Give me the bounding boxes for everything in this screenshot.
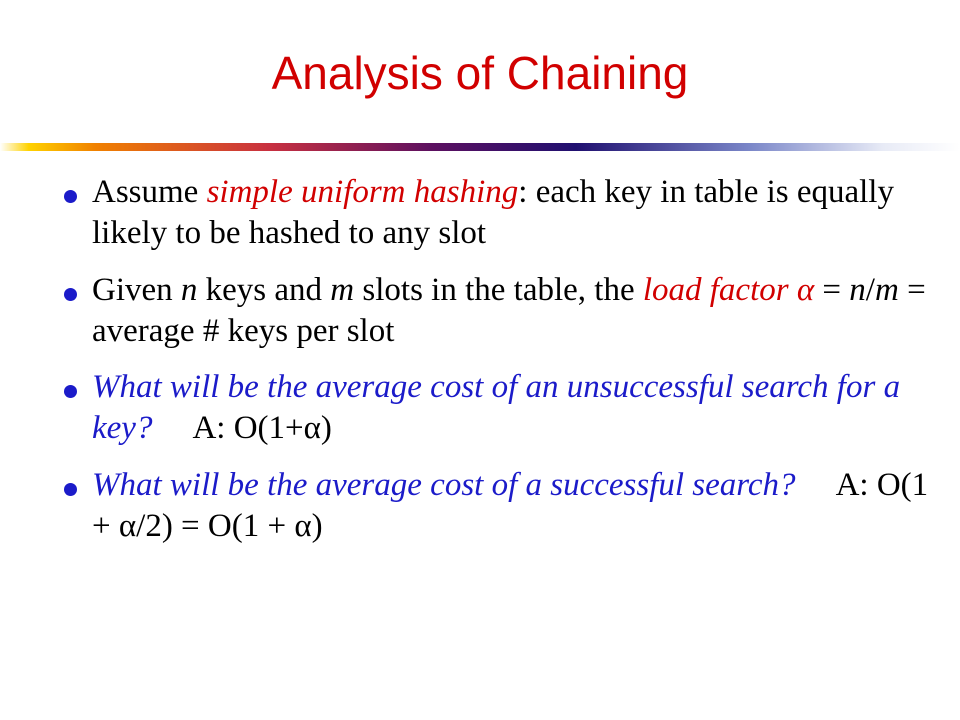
- answer-text: A: O(1 + α/2) = O(1 + α): [92, 466, 929, 544]
- question-text: What will be the average cost of an unsuccessful search for a key?: [92, 369, 901, 447]
- slide-title: Analysis of Chaining: [271, 47, 689, 99]
- alpha-symbol: α: [796, 271, 815, 308]
- bullet-text: = average # keys per slot: [92, 271, 926, 349]
- bullet-text: slots in the table, the: [354, 271, 643, 308]
- bullet-item: [58, 270, 938, 353]
- emphasis-term: simple uniform hashing: [206, 174, 519, 210]
- bullet-list: [58, 172, 938, 562]
- variable-n: n: [849, 271, 866, 308]
- bullet-item: [58, 465, 938, 548]
- bullet-text-prefix: Assume: [92, 174, 207, 210]
- answer-text: A: O(1+α): [192, 410, 332, 447]
- question-text: What will be the average cost of a successful search?: [92, 466, 796, 503]
- bullet-icon: [64, 385, 77, 398]
- bullet-text: Given: [92, 271, 181, 308]
- variable-m: m: [330, 271, 355, 308]
- bullet-icon: [64, 288, 77, 301]
- variable-n: n: [180, 271, 198, 308]
- bullet-text: keys and: [197, 271, 331, 308]
- bullet-item: [58, 367, 938, 450]
- variable-m: m: [874, 271, 899, 308]
- emphasis-term: load factor: [642, 271, 797, 308]
- title-divider: [0, 143, 960, 151]
- bullet-text-rest: : each key in table is equally likely to be hashed to any slot: [92, 174, 894, 252]
- bullet-icon: [64, 190, 77, 203]
- bullet-item: [58, 172, 938, 255]
- bullet-icon: [64, 483, 77, 496]
- slash: /: [865, 271, 875, 308]
- bullet-text: =: [814, 271, 850, 308]
